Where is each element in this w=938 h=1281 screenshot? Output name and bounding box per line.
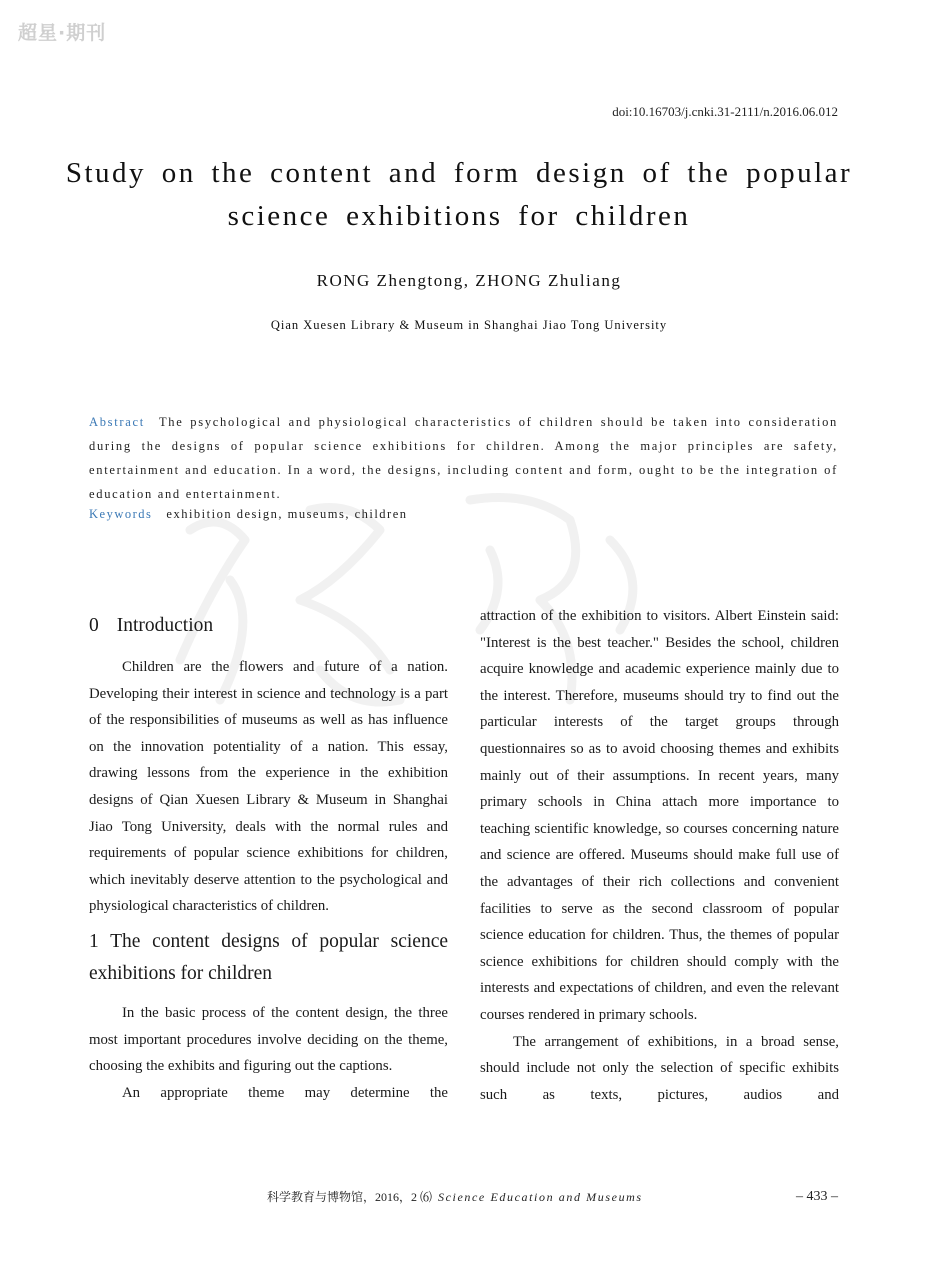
- paper-title: Study on the content and form design of the popular science exhibitions for children: [65, 157, 853, 232]
- footer-journal: [267, 1188, 643, 1205]
- intro-paragraph: Children are the flowers and future of a nation. Developing their interest in science and technology is a part of the responsibilities of museums as well as has influence on the innovation potentiality of a nation. This essay, drawing lessons from the experience in the exhibition designs of Qian Xuesen Library & Museum in Shanghai Jiao Tong University, deals with the normal rules and requirements of popular science exhibitions for children, which inevitably deserve attention to the psychological and physiological characteristics of children.: [89, 659, 448, 915]
- right-paragraph-1: attraction of the exhibition to visitors. Albert Einstein said: "Interest is the best teacher." Besides the school, children acquire knowledge and academic experience mainly due to the interest. Therefore, museums should try to find out the particular interests of the target groups through questionnaires so as to avoid choosing themes and exhibits mainly out of their assumptions. In recent years, many primary schools in China attach more importance to teaching scientific knowledge, so courses concerning nature and science are offered. Museums should make full use of the advantages of their rich collections and convenient facilities to serve as the second classroom of popular science education for children. Thus, the themes of popular science exhibitions for children should comply with the interests and expectations of children, and even the relevant courses rendered in primary schools.: [480, 608, 839, 1023]
- intro-heading: [89, 612, 448, 640]
- page-number: – 433 –: [796, 1189, 838, 1204]
- left-column: [89, 612, 448, 1106]
- intro-heading-number: 0: [89, 615, 99, 636]
- doi: doi:10.16703/j.cnki.31-2111/n.2016.06.012: [612, 104, 838, 119]
- keywords: [89, 507, 408, 522]
- abstract: [89, 410, 838, 506]
- footer-journal-cn: 科学教育与博物馆，2016，2 ⑹: [267, 1190, 433, 1204]
- right-paragraph-2: The arrangement of exhibitions, in a broad sense, should include not only the selection of specific exhibits such as texts, pictures, audios and: [480, 1033, 839, 1103]
- watermark-logo: 超星·期刊: [18, 22, 107, 44]
- section1-heading: 1 The content designs of popular science exhibitions for children: [89, 930, 448, 984]
- abstract-label: Abstract: [89, 415, 145, 429]
- keywords-label: Keywords: [89, 507, 153, 521]
- authors: RONG Zhengtong, ZHONG Zhuliang: [316, 271, 622, 290]
- abstract-text: The psychological and physiological characteristics of children should be taken into consideration during the designs of popular science exhibitions for children. Among the major principles are safety, entertainment and education. In a word, the designs, including content and form, ought to be the integration of education and entertainment.: [89, 415, 838, 501]
- section1-paragraph-2: An appropriate theme may determine the: [122, 1084, 448, 1101]
- footer-journal-en: Science Education and Museums: [438, 1190, 643, 1204]
- affiliation: Qian Xuesen Library & Museum in Shanghai Jiao Tong University: [270, 318, 668, 332]
- right-column: [480, 603, 839, 1108]
- keywords-text: exhibition design, museums, children: [166, 507, 408, 521]
- section1-paragraph-1: In the basic process of the content design, the three most important procedures involve deciding on the theme, choosing the exhibits and figuring out the captions.: [89, 1004, 448, 1075]
- intro-heading-text: Introduction: [116, 615, 214, 636]
